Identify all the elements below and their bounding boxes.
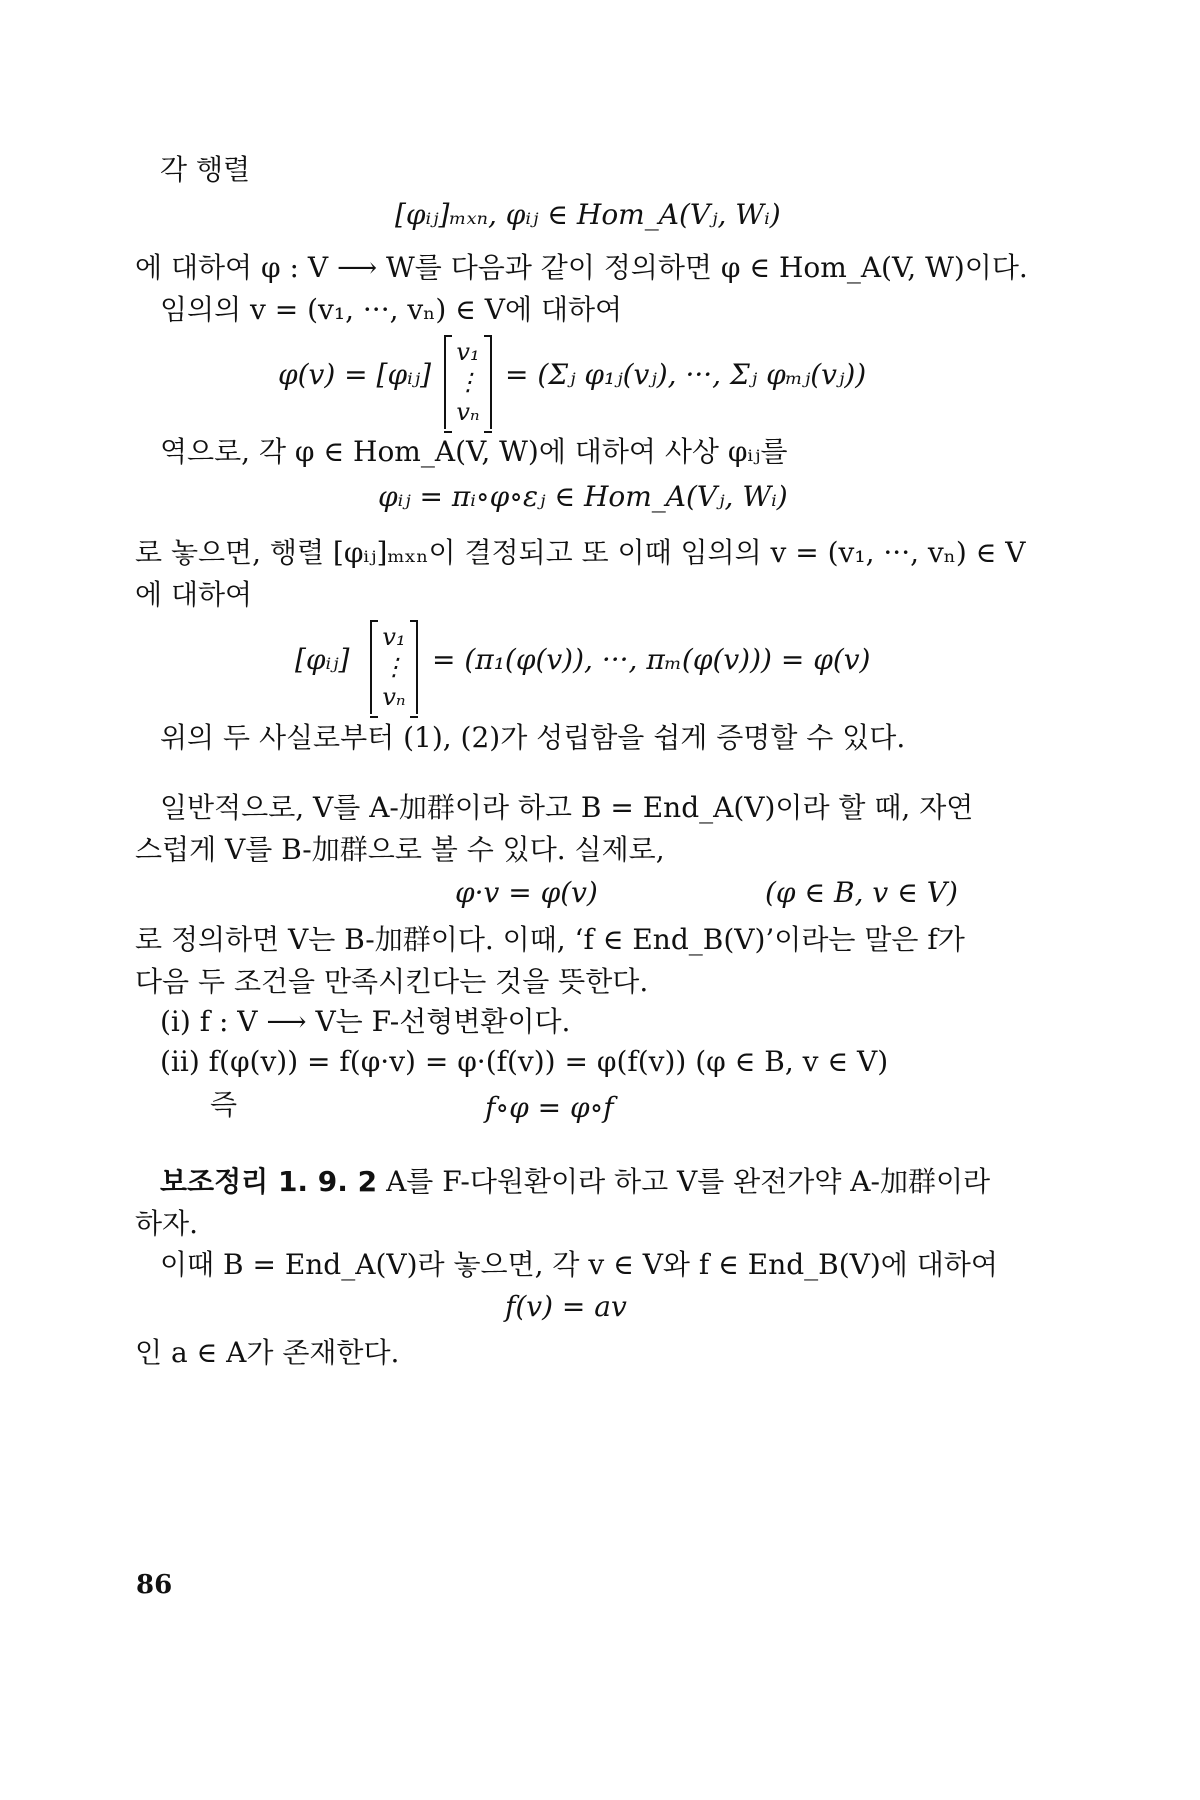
vector-entry: v₁	[382, 623, 406, 651]
equation-matrix-left: [φᵢⱼ]	[295, 643, 350, 676]
text-line: (i) f : V ⟶ V는 F-선형변환이다.	[160, 1005, 571, 1038]
text-line: 에 대하여 φ : V ⟶ W를 다음과 같이 정의하면 φ ∈ Hom_A(V, W)이다.	[135, 251, 1028, 284]
vector-entry: ⋮	[382, 653, 406, 681]
text-line: 하자.	[135, 1207, 198, 1240]
lemma-heading	[160, 1162, 990, 1202]
text-line: 스럽게 V를 B-加群으로 볼 수 있다. 실제로,	[135, 833, 665, 866]
text-line: 즉	[210, 1088, 238, 1121]
page-number: 86	[136, 1570, 173, 1600]
equation-phi-v-left: φ(v) = [φᵢⱼ]	[278, 358, 432, 391]
lemma-statement: A를 F-다원환이라 하고 V를 완전가약 A-加群이라	[386, 1165, 991, 1198]
equation-matrix-hom: [φᵢⱼ]ₘₓₙ, φᵢⱼ ∈ Hom_A(Vⱼ, Wᵢ)	[395, 198, 781, 231]
vector-entry: vₙ	[382, 683, 406, 711]
column-vector	[444, 335, 492, 429]
text-line: 역으로, 각 φ ∈ Hom_A(V, W)에 대하여 사상 φᵢⱼ를	[160, 435, 788, 468]
text-line: 다음 두 조건을 만족시킨다는 것을 뜻한다.	[135, 965, 649, 998]
column-vector	[370, 620, 418, 714]
vector-entry: vₙ	[456, 398, 480, 426]
text-line: 이때 B = End_A(V)라 놓으면, 각 v ∈ V와 f ∈ End_B(V)에 대하여	[160, 1248, 998, 1281]
text-line: 각 행렬	[160, 153, 251, 186]
text-line: 인 a ∈ A가 존재한다.	[135, 1336, 400, 1369]
equation-phi-ij: φᵢⱼ = πᵢ∘φ∘εⱼ ∈ Hom_A(Vⱼ, Wᵢ)	[378, 480, 788, 513]
lemma-title: 보조정리 1. 9. 2	[160, 1165, 378, 1198]
text-line: 위의 두 사실로부터 (1), (2)가 성립함을 쉽게 증명할 수 있다.	[160, 721, 906, 754]
equation-condition: (φ ∈ B, v ∈ V)	[765, 876, 958, 909]
equation-phi-v-right: = (Σⱼ φ₁ⱼ(vⱼ), ···, Σⱼ φₘⱼ(vⱼ))	[505, 358, 867, 391]
text-line: 일반적으로, V를 A-加群이라 하고 B = End_A(V)이라 할 때, 자연	[160, 791, 974, 824]
equation-action: φ·v = φ(v)	[455, 876, 598, 909]
equation-fv: f(v) = av	[505, 1290, 627, 1323]
text-line: 로 놓으면, 행렬 [φᵢⱼ]ₘₓₙ이 결정되고 또 이때 임의의 v = (v₁, ···, vₙ) ∈ V	[135, 536, 1026, 569]
vector-entry: v₁	[456, 338, 480, 366]
equation-commute: f∘φ = φ∘f	[485, 1091, 614, 1124]
text-line: 임의의 v = (v₁, ···, vₙ) ∈ V에 대하여	[160, 293, 623, 326]
vector-entry: ⋮	[456, 368, 480, 396]
equation-matrix-right: = (π₁(φ(v)), ···, πₘ(φ(v))) = φ(v)	[432, 643, 871, 676]
text-line: (ii) f(φ(v)) = f(φ·v) = φ·(f(v)) = φ(f(v)) (φ ∈ B, v ∈ V)	[160, 1045, 889, 1078]
text-line: 에 대하여	[135, 578, 253, 611]
text-line: 로 정의하면 V는 B-加群이다. 이때, ‘f ∈ End_B(V)’이라는 말은 f가	[135, 923, 965, 956]
